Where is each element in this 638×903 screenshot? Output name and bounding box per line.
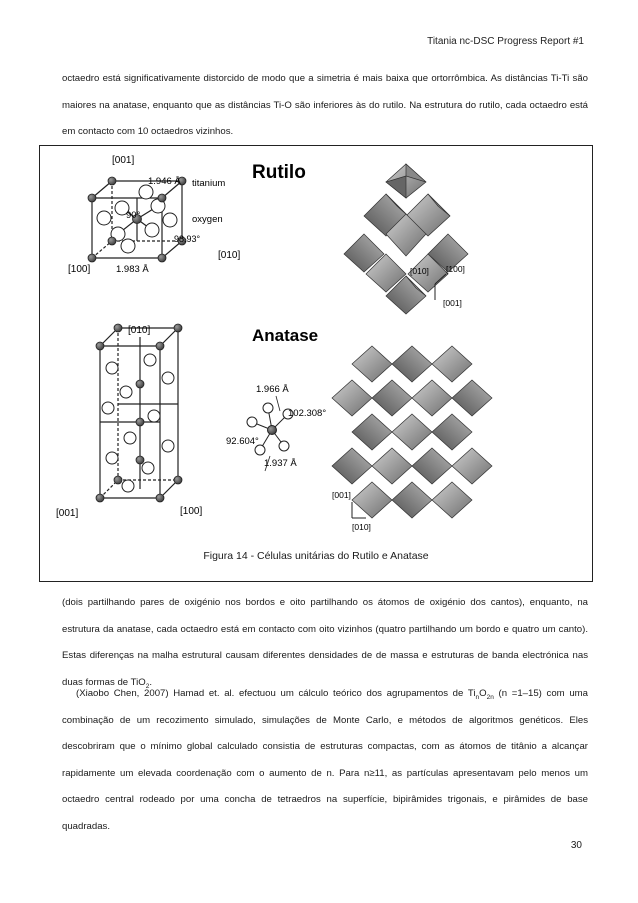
figure-illustration <box>40 146 592 546</box>
paragraph-hamad-text-c: (n =1–15) com uma combinação de um recozimento simulado, simulações de Monte Carlo, e métodos de algoritmos genéticos. Eles descobriram que o mínimo global calculado consistia de estruturas compactas, com as átomos de titânio a alcançar rapidamente um elevada coordenação com o aumento de n. Para n≥11, as partículas apresentavam pelo menos um octaedro central rodeado por uma concha de tetraedros na superfície, bipirâmides trigonais, e pirâmides de base quadradas. <box>62 688 589 832</box>
rutile-bond-length-1: 1.946 Å <box>148 176 181 187</box>
anatase-bond-length-1: 1.966 Å <box>256 384 289 395</box>
rutile-polyhedra <box>344 164 468 314</box>
figure-14 <box>39 145 593 582</box>
rutile-poly-axis-001: [001] <box>443 298 462 308</box>
anatase-title: Anatase <box>252 326 319 345</box>
page-number: 30 <box>570 840 582 851</box>
paragraph-intro: octaedro está significativamente distorcido de modo que a simetria é mais baixa que ortorrômbica. As distâncias Ti-Ti são maiores na anatase, enquanto que as distâncias Ti-O são inferiores às do rutilo. Na estrutura do rutilo, cada octaedro está em contacto com 10 octaedros vizinhos. <box>62 73 588 137</box>
anatase-axis-001-label: [001] <box>56 508 79 519</box>
anatase-axis-100-label: [100] <box>180 506 203 517</box>
rutile-titanium-label: titanium <box>192 178 226 189</box>
figure-caption: Figura 14 - Células unitárias do Rutilo e Anatase <box>203 550 429 562</box>
rutile-poly-axis-100: [100] <box>446 264 465 274</box>
paragraph-hamad-study <box>62 681 588 840</box>
rutile-oxygen-label: oxygen <box>192 214 223 225</box>
ti-n-subscript: n <box>475 693 480 701</box>
anatase-polyhedra <box>332 346 492 518</box>
anatase-axis-010-label: [010] <box>128 325 151 336</box>
running-header: Titania nc-DSC Progress Report #1 <box>427 36 584 47</box>
rutile-axis-001-label: [001] <box>112 155 135 166</box>
anatase-poly-axis-001: [001] <box>332 490 351 500</box>
paragraph-hamad-text-b: O <box>479 688 487 699</box>
rutile-bond-length-2: 1.983 Å <box>116 264 149 275</box>
anatase-angle-2: 92.604° <box>226 436 259 447</box>
anatase-angle-1: 102.308° <box>288 408 327 419</box>
paragraph-hamad-text-a: (Xiaobo Chen, 2007) Hamad et. al. efectuou um cálculo teórico dos agrupamentos de Ti <box>76 688 476 699</box>
rutile-angle-2: 98.93° <box>174 234 201 244</box>
rutile-poly-axis-010: [010] <box>410 266 429 276</box>
rutile-axis-010-label: [010] <box>218 250 241 261</box>
rutile-angle-1: 90° <box>126 210 141 221</box>
paragraph-octahedra-text: (dois partilhando pares de oxigénio nos bordos e oito partilhando os átomos de oxigénio dos cantos), enquanto, na estrutura da anatase, cada octaedro está em contacto com oito vizinhos (quatro partilhando um bordo e quatro um canto). Estas diferenças na malha estrutural causam diferentes densidades de de massa e estruturas de banda electrónica nas duas formas de TiO <box>62 597 588 688</box>
rutile-title: Rutilo <box>252 162 306 183</box>
anatase-bond-length-2: 1.937 Å <box>264 458 297 469</box>
o-2n-subscript: 2n <box>486 693 494 701</box>
paragraph-octahedra-end: . <box>149 676 153 688</box>
rutile-axis-100-label: [100] <box>68 264 91 275</box>
tio2-subscript: 2 <box>145 682 150 690</box>
anatase-poly-axis-010: [010] <box>352 522 371 532</box>
